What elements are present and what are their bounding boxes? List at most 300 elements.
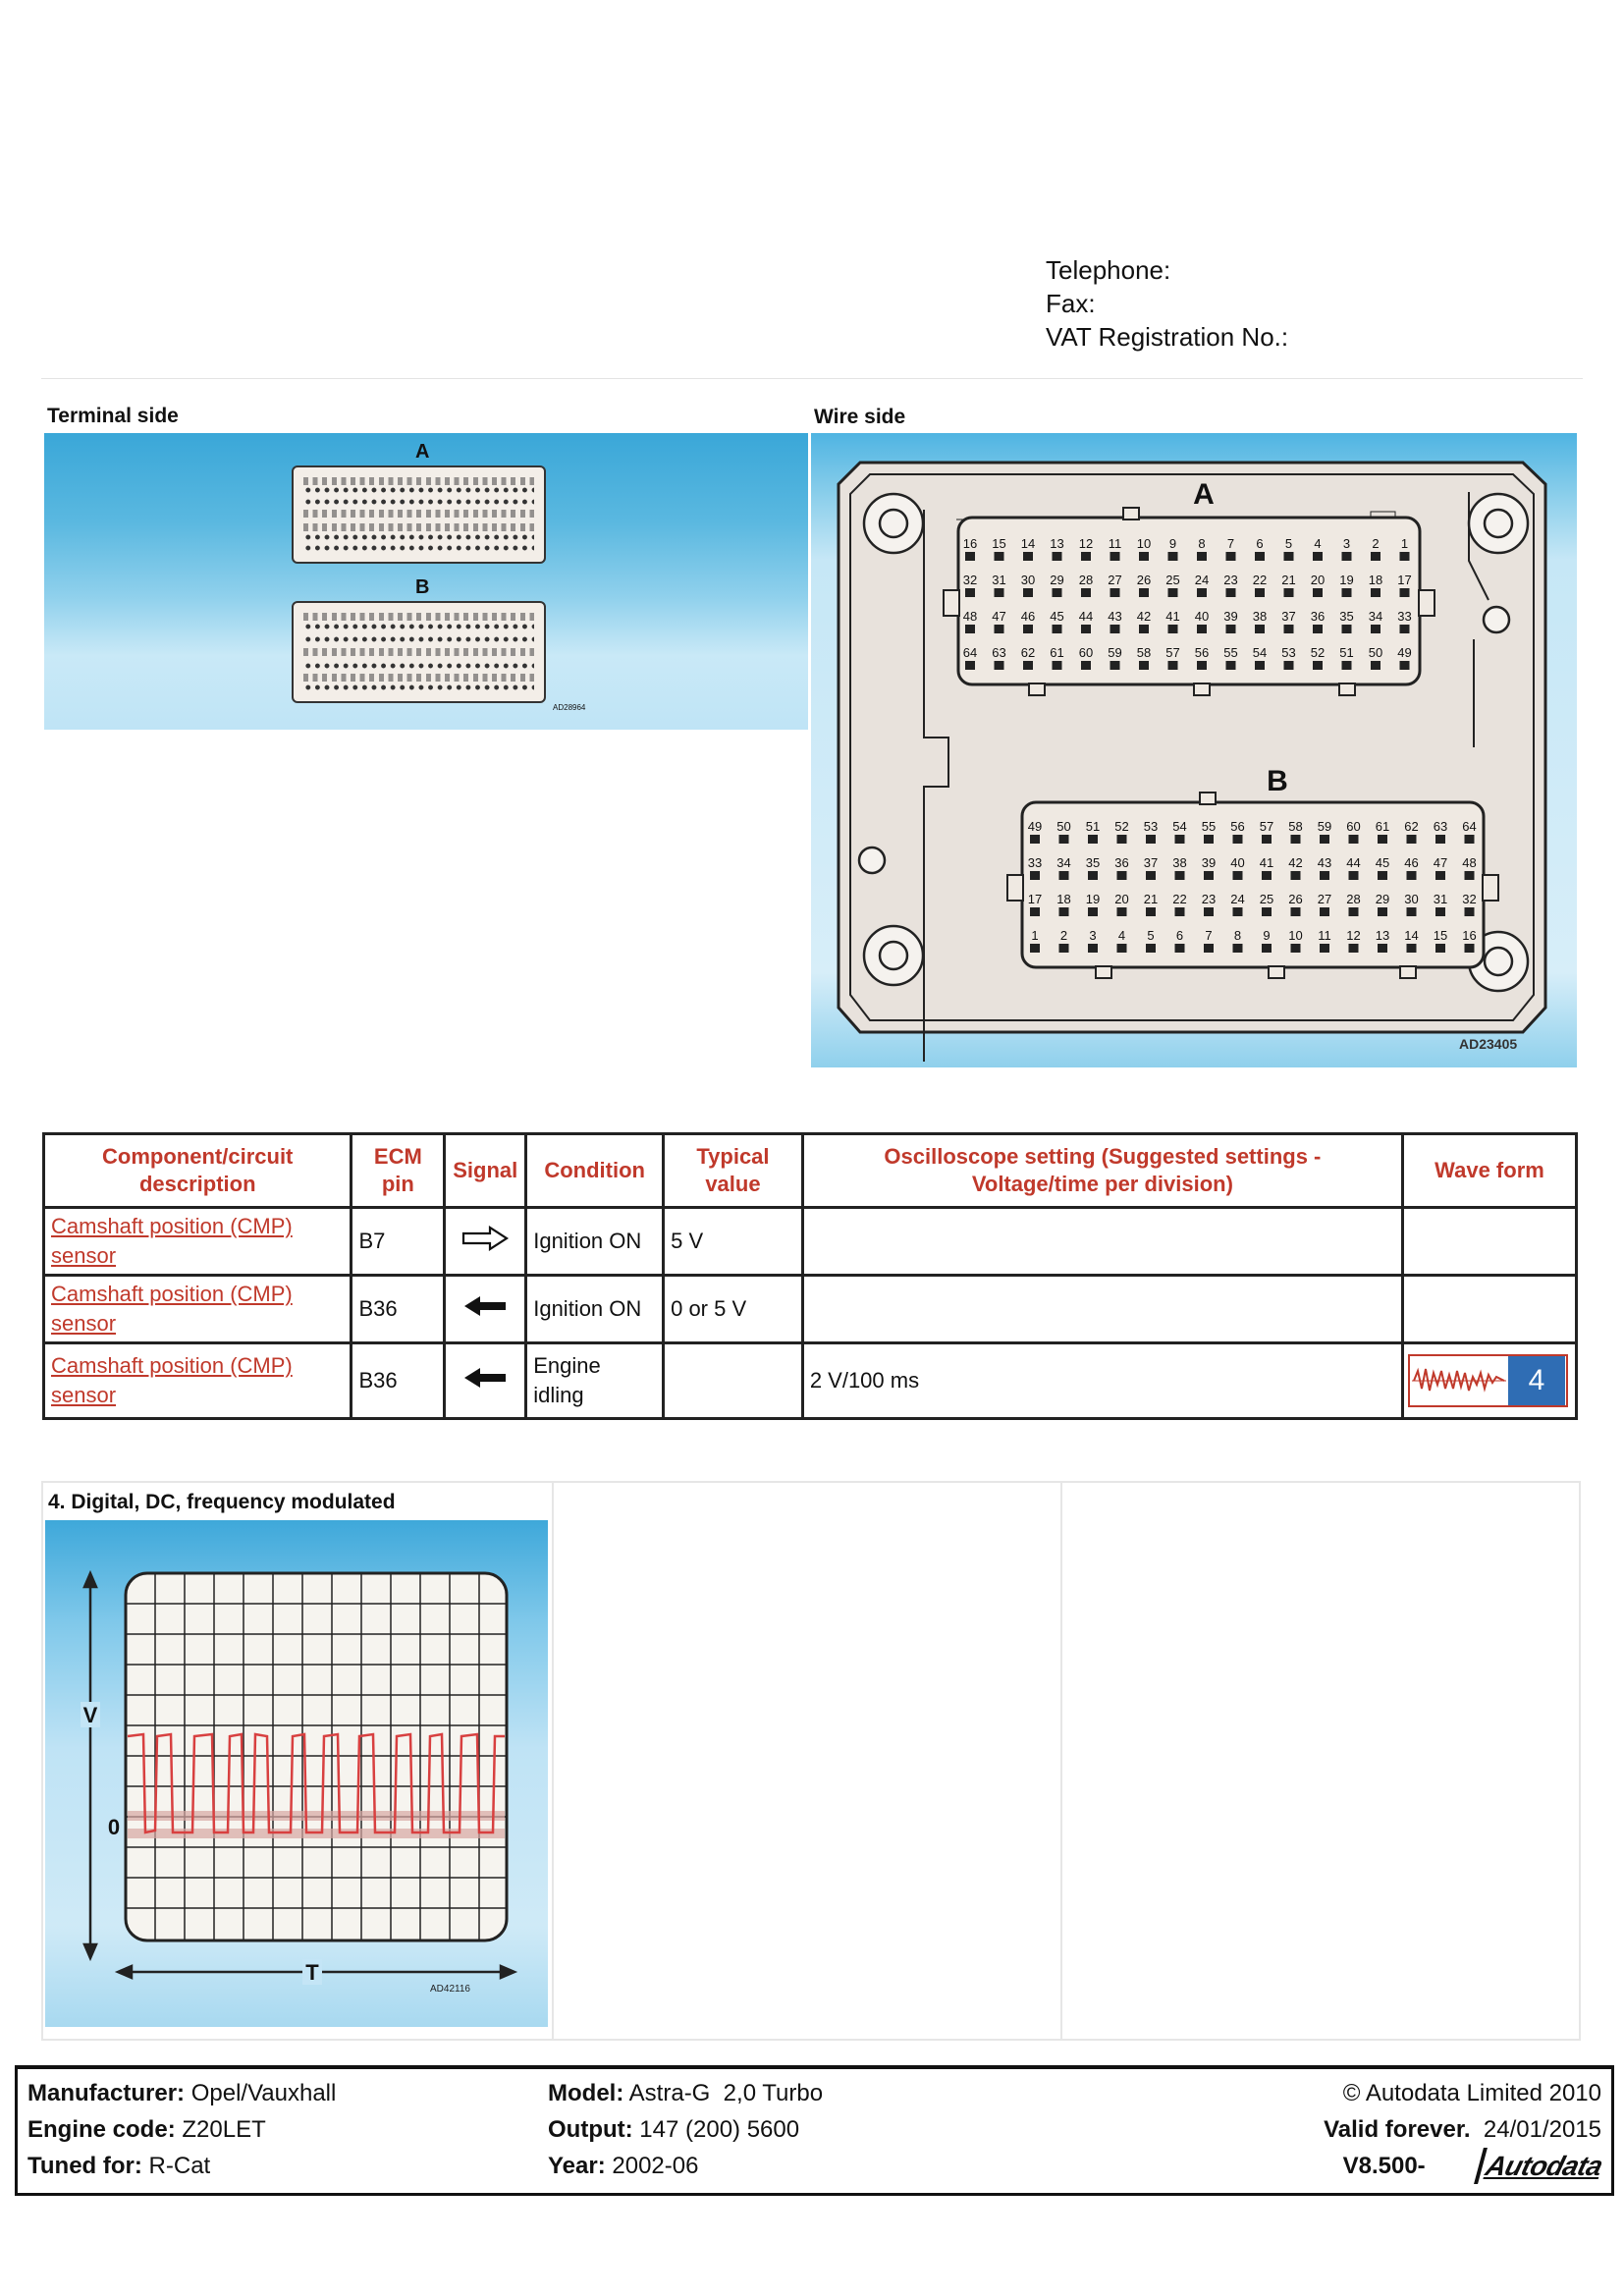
pin-terminal — [1088, 907, 1098, 916]
pin-terminal — [1349, 871, 1359, 880]
pin-number: 21 — [1281, 573, 1296, 587]
waveform-number-badge: 4 — [1508, 1356, 1565, 1405]
pin-number: 37 — [1143, 855, 1159, 870]
scope-cell: 2 V/100 ms — [802, 1343, 1402, 1419]
pin-terminal — [1233, 871, 1243, 880]
pin-number: 12 — [1346, 928, 1361, 943]
pin-terminal — [1291, 944, 1301, 953]
pin-number: 29 — [1375, 892, 1390, 906]
pin-number: 16 — [1462, 928, 1477, 943]
pin-number: 47 — [992, 609, 1006, 624]
pin-number: 51 — [1085, 819, 1101, 834]
pin-terminal — [1262, 835, 1272, 844]
terminal-connector-a-label: A — [415, 441, 430, 463]
pin-terminal — [1146, 907, 1156, 916]
pin-number: 36 — [1310, 609, 1326, 624]
terminal-connector-b-label: B — [415, 576, 430, 598]
scope-cell — [802, 1208, 1402, 1276]
pin-number: 33 — [1397, 609, 1412, 624]
pin-number: 14 — [1404, 928, 1419, 943]
pin-number: 19 — [1339, 573, 1354, 587]
pin-terminal — [1378, 944, 1387, 953]
table-row — [44, 1276, 1577, 1343]
pin-terminal — [1342, 625, 1352, 633]
pin-number: 55 — [1201, 819, 1217, 834]
pin-number: 30 — [1404, 892, 1419, 906]
engine-label: Engine code: — [27, 2116, 176, 2143]
pin-terminal — [1023, 625, 1033, 633]
pin-number: 10 — [1136, 536, 1152, 551]
pin-number: 46 — [1404, 855, 1419, 870]
pin-terminal — [1053, 625, 1062, 633]
condition-cell: Ignition ON — [526, 1208, 664, 1276]
pin-terminal — [1023, 552, 1033, 561]
fax-label: Fax: — [1046, 289, 1096, 318]
pin-number: 25 — [1259, 892, 1274, 906]
model-label: Model: — [548, 2080, 624, 2106]
year-value: 2002-06 — [612, 2153, 699, 2179]
axis-t-label: T — [305, 1960, 319, 1985]
pin-terminal — [1371, 625, 1380, 633]
pin-terminal — [1400, 661, 1410, 670]
pin-number: 49 — [1397, 645, 1412, 660]
ecm-pin-cell: B7 — [352, 1208, 445, 1276]
pin-terminal — [1407, 907, 1417, 916]
pin-terminal — [1378, 871, 1387, 880]
pin-number: 29 — [1050, 573, 1064, 587]
pin-terminal — [1226, 588, 1236, 597]
pin-terminal — [1320, 944, 1329, 953]
pin-terminal — [1400, 625, 1410, 633]
pin-number: 26 — [1136, 573, 1152, 587]
pin-number: 45 — [1375, 855, 1390, 870]
typical-cell: 0 or 5 V — [664, 1276, 803, 1343]
pin-number: 62 — [1020, 645, 1036, 660]
pin-number: 51 — [1339, 645, 1354, 660]
wire-ref-code: AD23405 — [1459, 1036, 1518, 1052]
pin-terminal — [1053, 552, 1062, 561]
pin-terminal — [1168, 552, 1178, 561]
pin-terminal — [1291, 871, 1301, 880]
pin-terminal — [1371, 661, 1380, 670]
pin-number: 52 — [1114, 819, 1129, 834]
pin-number: 50 — [1368, 645, 1383, 660]
pin-number: 18 — [1368, 573, 1383, 587]
terminal-ref-code: AD28964 — [553, 703, 586, 712]
pin-terminal — [1320, 871, 1329, 880]
version-text: V8.500- — [1342, 2153, 1426, 2179]
pin-number: 48 — [962, 609, 978, 624]
pin-number: 31 — [1433, 892, 1448, 906]
pin-terminal — [965, 552, 975, 561]
tuned-value: R-Cat — [148, 2153, 211, 2179]
axis-v-label: V — [82, 1703, 98, 1727]
pin-number: 34 — [1056, 855, 1071, 870]
pin-terminal — [1088, 944, 1098, 953]
pin-terminal — [1284, 588, 1294, 597]
pin-number: 7 — [1226, 536, 1235, 551]
pin-terminal — [1059, 907, 1069, 916]
pin-number: 41 — [1259, 855, 1274, 870]
wave-cell[interactable] — [1402, 1343, 1576, 1419]
pin-number: 9 — [1168, 536, 1177, 551]
pin-terminal — [1320, 907, 1329, 916]
pin-number: 18 — [1056, 892, 1071, 906]
pin-terminal — [1320, 835, 1329, 844]
wire-side-panel — [811, 433, 1577, 1067]
pin-terminal — [1313, 552, 1323, 561]
pin-terminal — [1197, 552, 1207, 561]
pin-number: 14 — [1020, 536, 1036, 551]
condition-cell: Ignition ON — [526, 1276, 664, 1343]
pin-number: 15 — [992, 536, 1006, 551]
pin-terminal — [1349, 835, 1359, 844]
pin-number: 50 — [1056, 819, 1071, 834]
pin-terminal — [1117, 871, 1127, 880]
pin-number: 3 — [1342, 536, 1351, 551]
vat-label: VAT Registration No.: — [1046, 322, 1289, 352]
pin-terminal — [1349, 944, 1359, 953]
pin-terminal — [1407, 944, 1417, 953]
pin-number: 26 — [1288, 892, 1303, 906]
footer-right — [1324, 2075, 1606, 2184]
pin-terminal — [1465, 871, 1475, 880]
pin-number: 54 — [1172, 819, 1187, 834]
pin-number: 17 — [1027, 892, 1043, 906]
pin-terminal — [1313, 625, 1323, 633]
pin-number: 39 — [1201, 855, 1217, 870]
pin-number: 28 — [1346, 892, 1361, 906]
pin-number: 32 — [1462, 892, 1477, 906]
pin-number: 36 — [1114, 855, 1129, 870]
pin-terminal — [1284, 625, 1294, 633]
pin-terminal — [1262, 907, 1272, 916]
pin-number: 32 — [962, 573, 978, 587]
pin-number: 11 — [1318, 928, 1331, 943]
contact-block — [1046, 253, 1288, 354]
pin-terminal — [1197, 588, 1207, 597]
pin-terminal — [1291, 907, 1301, 916]
pin-terminal — [1226, 661, 1236, 670]
pin-number: 16 — [962, 536, 978, 551]
pin-terminal — [1110, 588, 1120, 597]
pin-terminal — [1117, 907, 1127, 916]
pin-number: 35 — [1085, 855, 1101, 870]
pin-number: 11 — [1108, 536, 1122, 551]
pin-terminal — [1262, 871, 1272, 880]
wire-connector-a-label: A — [1193, 478, 1215, 511]
pin-number: 40 — [1194, 609, 1210, 624]
ecu-housing-diagram — [811, 433, 1577, 1067]
pin-number: 12 — [1078, 536, 1094, 551]
pin-terminal — [1110, 661, 1120, 670]
pin-terminal — [1081, 552, 1091, 561]
pin-number: 28 — [1078, 573, 1094, 587]
pin-number: 38 — [1252, 609, 1268, 624]
pin-terminal — [1313, 588, 1323, 597]
pin-terminal — [1255, 588, 1265, 597]
pin-number: 23 — [1201, 892, 1217, 906]
terminal-connector-a — [292, 465, 546, 564]
pin-number: 59 — [1108, 645, 1122, 660]
pin-number: 38 — [1172, 855, 1187, 870]
pin-terminal — [1349, 907, 1359, 916]
pin-terminal — [1146, 944, 1156, 953]
pin-number: 53 — [1281, 645, 1296, 660]
header-scope: Oscilloscope setting (Suggested settings - Voltage/time per division) — [802, 1134, 1402, 1208]
pin-terminal — [1139, 588, 1149, 597]
pin-number: 8 — [1233, 928, 1242, 943]
pin-number: 3 — [1089, 928, 1097, 943]
terminal-side-panel — [44, 433, 808, 730]
output-arrow-icon — [460, 1226, 510, 1251]
footer-middle — [548, 2075, 823, 2184]
pin-terminal — [1053, 588, 1062, 597]
pin-number: 34 — [1368, 609, 1383, 624]
oscilloscope-display — [45, 1520, 548, 2027]
pin-number: 1 — [1031, 928, 1039, 943]
pin-terminal — [1233, 907, 1243, 916]
waveform-title: 4. Digital, DC, frequency modulated — [48, 1491, 396, 1513]
pin-number: 1 — [1400, 536, 1409, 551]
pin-number: 57 — [1165, 645, 1180, 660]
pin-number: 53 — [1143, 819, 1159, 834]
pin-terminal — [965, 625, 975, 633]
pin-number: 48 — [1462, 855, 1477, 870]
pin-number: 43 — [1317, 855, 1332, 870]
pin-number: 33 — [1027, 855, 1043, 870]
pin-number: 4 — [1117, 928, 1126, 943]
pin-number: 7 — [1205, 928, 1213, 943]
manufacturer-label: Manufacturer: — [27, 2080, 186, 2106]
pin-terminal — [1081, 625, 1091, 633]
pin-number: 64 — [1462, 819, 1477, 834]
pin-number: 60 — [1346, 819, 1361, 834]
pin-terminal — [1204, 835, 1214, 844]
pin-terminal — [995, 661, 1004, 670]
pin-number: 63 — [992, 645, 1006, 660]
header-component: Component/circuit description — [44, 1134, 352, 1208]
pin-number: 21 — [1143, 892, 1159, 906]
pin-number: 62 — [1404, 819, 1419, 834]
pin-terminal — [1088, 871, 1098, 880]
oscilloscope-panel — [45, 1520, 548, 2027]
pin-terminal — [1284, 552, 1294, 561]
pin-number: 41 — [1165, 609, 1180, 624]
valid-label: Valid forever. — [1324, 2116, 1471, 2143]
table-row — [44, 1343, 1577, 1419]
pin-terminal — [1059, 835, 1069, 844]
pin-number: 35 — [1339, 609, 1354, 624]
footer — [15, 2065, 1614, 2196]
pin-terminal — [1204, 871, 1214, 880]
header-ecm-pin: ECM pin — [352, 1134, 445, 1208]
pin-terminal — [1226, 625, 1236, 633]
pin-terminal — [1197, 625, 1207, 633]
pin-terminal — [1407, 835, 1417, 844]
pin-terminal — [1378, 835, 1387, 844]
pin-number: 55 — [1223, 645, 1238, 660]
wave-cell — [1402, 1276, 1576, 1343]
pin-number: 22 — [1252, 573, 1268, 587]
pin-terminal — [1139, 625, 1149, 633]
pin-number: 17 — [1397, 573, 1412, 587]
pin-terminal — [1030, 907, 1040, 916]
table-header-row — [44, 1134, 1577, 1208]
pin-number: 2 — [1059, 928, 1068, 943]
pin-number: 56 — [1230, 819, 1245, 834]
pin-terminal — [1465, 944, 1475, 953]
pin-terminal — [1175, 907, 1185, 916]
autodata-logo: Autodata — [1474, 2148, 1606, 2184]
pin-terminal — [1110, 552, 1120, 561]
table-row — [44, 1208, 1577, 1276]
output-label: Output: — [548, 2116, 633, 2143]
pin-terminal — [1255, 661, 1265, 670]
pin-terminal — [1030, 871, 1040, 880]
typical-cell — [664, 1343, 803, 1419]
terminal-side-title: Terminal side — [47, 405, 179, 427]
pin-terminal — [1255, 625, 1265, 633]
pin-terminal — [1226, 552, 1236, 561]
pin-terminal — [1465, 907, 1475, 916]
header-condition: Condition — [526, 1134, 664, 1208]
telephone-label: Telephone: — [1046, 255, 1171, 285]
wire-side-title: Wire side — [814, 406, 906, 428]
pin-terminal — [1023, 588, 1033, 597]
pin-number: 58 — [1136, 645, 1152, 660]
pin-number: 44 — [1078, 609, 1094, 624]
waveform-thumbnail-icon — [1410, 1359, 1508, 1402]
component-link[interactable]: Camshaft position (CMP) sensor — [51, 1282, 293, 1336]
pin-number: 52 — [1310, 645, 1326, 660]
pin-number: 42 — [1288, 855, 1303, 870]
pin-terminal — [1088, 835, 1098, 844]
pin-number: 63 — [1433, 819, 1448, 834]
pin-terminal — [1081, 588, 1091, 597]
pin-number: 2 — [1372, 536, 1380, 551]
pin-terminal — [1117, 835, 1127, 844]
pin-terminal — [1030, 944, 1040, 953]
pin-number: 49 — [1027, 819, 1043, 834]
pin-terminal — [1435, 835, 1445, 844]
pin-terminal — [1284, 661, 1294, 670]
condition-cell: Engine idling — [526, 1343, 664, 1419]
pin-number: 24 — [1194, 573, 1210, 587]
pin-terminal — [1233, 944, 1243, 953]
waveform-thumbnail-button[interactable] — [1408, 1354, 1568, 1407]
pin-number: 60 — [1078, 645, 1094, 660]
component-link[interactable]: Camshaft position (CMP) sensor — [51, 1214, 293, 1268]
pin-terminal — [1371, 588, 1380, 597]
pin-number: 4 — [1314, 536, 1322, 551]
pin-number: 54 — [1252, 645, 1268, 660]
pin-number: 47 — [1433, 855, 1448, 870]
pin-terminal — [995, 625, 1004, 633]
pin-number: 37 — [1281, 609, 1296, 624]
pin-terminal — [1435, 871, 1445, 880]
pin-number: 45 — [1050, 609, 1064, 624]
input-arrow-icon — [460, 1293, 510, 1319]
pin-number: 27 — [1108, 573, 1122, 587]
header-wave: Wave form — [1402, 1134, 1576, 1208]
pin-number: 23 — [1223, 573, 1238, 587]
pin-number: 6 — [1256, 536, 1264, 551]
pin-terminal — [1313, 661, 1323, 670]
pin-terminal — [1168, 625, 1178, 633]
pin-terminal — [1342, 588, 1352, 597]
pin-terminal — [965, 588, 975, 597]
axis-zero-label: 0 — [107, 1815, 121, 1839]
pin-number: 59 — [1317, 819, 1332, 834]
pin-terminal — [1262, 944, 1272, 953]
pin-terminal — [1110, 625, 1120, 633]
pin-terminal — [1197, 661, 1207, 670]
pin-number: 10 — [1288, 928, 1303, 943]
valid-date: 24/01/2015 — [1483, 2116, 1601, 2143]
pin-terminal — [1435, 944, 1445, 953]
pin-terminal — [1139, 552, 1149, 561]
pin-number: 44 — [1346, 855, 1361, 870]
pin-terminal — [1204, 944, 1214, 953]
tuned-label: Tuned for: — [27, 2153, 142, 2179]
pin-number: 58 — [1288, 819, 1303, 834]
pin-terminal — [1371, 552, 1380, 561]
pin-terminal — [1168, 661, 1178, 670]
pin-number: 30 — [1020, 573, 1036, 587]
pin-number: 39 — [1223, 609, 1238, 624]
pin-table — [42, 1132, 1578, 1420]
typical-cell: 5 V — [664, 1208, 803, 1276]
pin-number: 8 — [1198, 536, 1206, 551]
waveform-ref-code: AD42116 — [430, 1984, 470, 1995]
pin-terminal — [1139, 661, 1149, 670]
pin-terminal — [1059, 944, 1069, 953]
output-value: 147 (200) 5600 — [639, 2116, 800, 2143]
pin-terminal — [1175, 871, 1185, 880]
pin-terminal — [1117, 944, 1127, 953]
pin-terminal — [1059, 871, 1069, 880]
terminal-connector-b — [292, 601, 546, 703]
pin-number: 31 — [992, 573, 1006, 587]
component-link[interactable]: Camshaft position (CMP) sensor — [51, 1353, 293, 1407]
pin-number: 5 — [1147, 928, 1155, 943]
pin-terminal — [1400, 552, 1410, 561]
pin-number: 57 — [1259, 819, 1274, 834]
pin-number: 25 — [1165, 573, 1180, 587]
pin-number: 40 — [1230, 855, 1245, 870]
pin-terminal — [1255, 552, 1265, 561]
input-arrow-icon — [460, 1365, 510, 1391]
pin-terminal — [1030, 835, 1040, 844]
pin-terminal — [1233, 835, 1243, 844]
model-value: Astra-G 2,0 Turbo — [628, 2080, 824, 2106]
pin-number: 27 — [1317, 892, 1332, 906]
pin-number: 5 — [1284, 536, 1293, 551]
pin-terminal — [1081, 661, 1091, 670]
pin-number: 46 — [1020, 609, 1036, 624]
pin-number: 61 — [1375, 819, 1390, 834]
pin-terminal — [1342, 552, 1352, 561]
pin-terminal — [995, 552, 1004, 561]
pin-number: 9 — [1263, 928, 1271, 943]
pin-number: 6 — [1175, 928, 1184, 943]
pin-number: 24 — [1230, 892, 1245, 906]
year-label: Year: — [548, 2153, 606, 2179]
ecm-pin-cell: B36 — [352, 1276, 445, 1343]
pin-terminal — [995, 588, 1004, 597]
pin-number: 15 — [1433, 928, 1448, 943]
